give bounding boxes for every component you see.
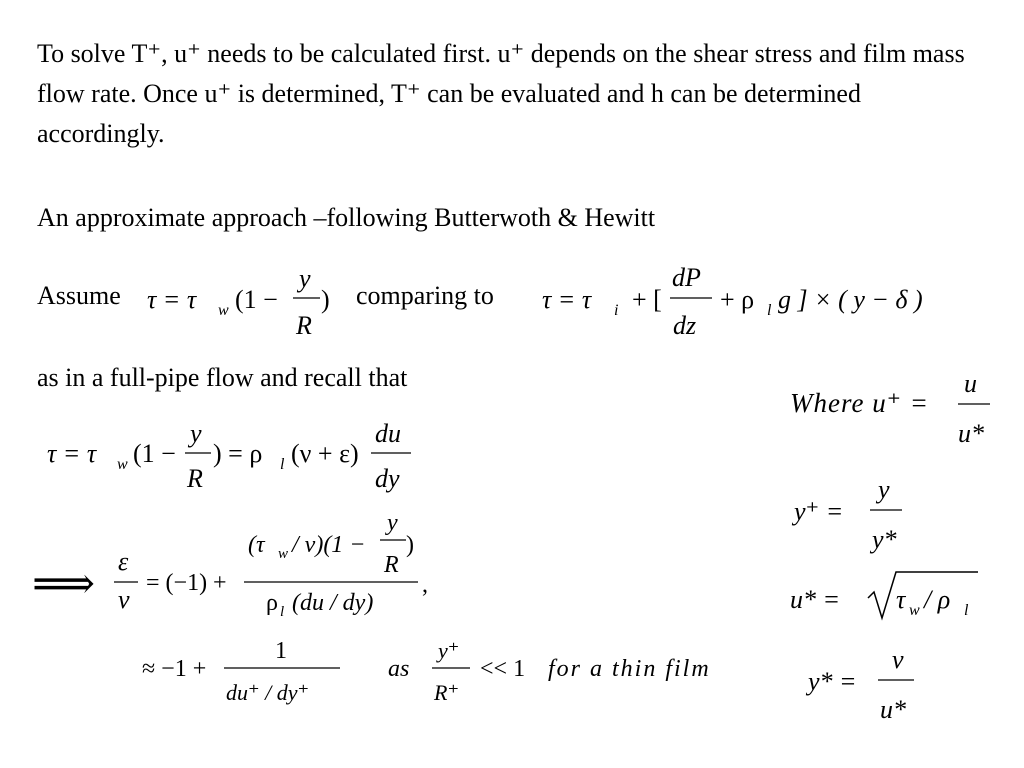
comparing-shear-equation: [540, 258, 960, 348]
svg-text:w: w: [117, 456, 128, 473]
svg-text:τ = τ: τ = τ: [147, 285, 197, 314]
svg-text:for a thin film: for a thin film: [548, 656, 711, 682]
svg-text:): ): [321, 285, 330, 314]
svg-text:i: i: [614, 302, 619, 319]
svg-text:(1 −: (1 −: [235, 285, 278, 314]
svg-text:du: du: [375, 419, 401, 448]
thin-film-approximation: [140, 630, 750, 710]
svg-text:): ): [406, 532, 414, 558]
assumed-shear-equation: [145, 262, 335, 342]
shear-stress-equation: [45, 418, 425, 498]
svg-text:(τ: (τ: [248, 532, 265, 558]
svg-text:y⁺ =: y⁺ =: [794, 497, 844, 526]
y-plus-definition: [792, 470, 922, 560]
y-star-definition: [806, 640, 936, 730]
comparing-label: comparing to: [356, 281, 494, 310]
svg-text:y⁺: y⁺: [438, 638, 460, 663]
svg-text:≈ −1 +: ≈ −1 +: [142, 656, 207, 682]
svg-text:ε: ε: [118, 547, 129, 576]
svg-text:τ = τ: τ = τ: [542, 285, 592, 314]
svg-text:R: R: [384, 552, 399, 578]
svg-text:u*: u*: [958, 419, 984, 448]
svg-text:/ ρ: / ρ: [924, 585, 951, 614]
svg-text:R: R: [187, 464, 203, 493]
svg-text:dy: dy: [375, 464, 400, 493]
svg-text:) = ρ: ) = ρ: [213, 439, 263, 468]
svg-text:(1 −: (1 −: [133, 439, 176, 468]
svg-text:as: as: [388, 656, 410, 682]
svg-text:Where u⁺ =: Where u⁺ =: [790, 388, 929, 418]
svg-text:R: R: [296, 311, 312, 340]
svg-text:1: 1: [275, 638, 287, 664]
svg-text:τ = τ: τ = τ: [47, 439, 97, 468]
svg-text:w: w: [278, 546, 289, 562]
implies-arrow-icon: [30, 560, 100, 610]
svg-text:y: y: [387, 510, 398, 536]
svg-text:g ] × ( y − δ ): g ] × ( y − δ ): [778, 285, 923, 314]
approach-heading: An approximate approach –following Butterwoth & Hewitt: [37, 203, 656, 232]
assume-label: Assume: [37, 281, 121, 310]
svg-text:ν: ν: [892, 645, 904, 674]
svg-text:dz: dz: [673, 311, 697, 340]
full-pipe-label: as in a full-pipe flow and recall that: [37, 363, 408, 392]
svg-text:<< 1: << 1: [480, 656, 526, 682]
svg-text:y*: y*: [872, 525, 897, 554]
svg-text:τ: τ: [896, 585, 906, 614]
svg-text:y: y: [878, 475, 890, 504]
svg-text:/ ν)(1 −: / ν)(1 −: [292, 532, 366, 558]
svg-text:ρ: ρ: [266, 590, 278, 616]
intro-paragraph: To solve T⁺, u⁺ needs to be calculated first. u⁺ depends on the shear stress and film mass flow rate. Once u⁺ is determined, T⁺ can be evaluated and h can be determined accordingly.: [37, 39, 965, 148]
svg-text:,: ,: [422, 572, 428, 598]
eddy-viscosity-equation: [110, 512, 450, 622]
svg-text:w: w: [218, 302, 229, 319]
svg-text:ν: ν: [118, 585, 130, 614]
svg-text:l: l: [964, 602, 969, 619]
svg-text:u*: u*: [880, 695, 906, 724]
svg-text:l: l: [280, 456, 285, 473]
svg-text:u* =: u* =: [790, 585, 841, 614]
u-star-definition: [788, 562, 988, 632]
svg-text:⟹: ⟹: [32, 559, 96, 608]
svg-text:y* =: y* =: [808, 667, 857, 696]
svg-text:y: y: [190, 419, 202, 448]
svg-text:R⁺: R⁺: [434, 680, 460, 705]
svg-text:du⁺ / dy⁺: du⁺ / dy⁺: [226, 680, 310, 705]
svg-text:w: w: [909, 602, 920, 619]
svg-text:+ ρ: + ρ: [720, 285, 755, 314]
svg-text:l: l: [767, 302, 772, 319]
svg-text:(du / dy): (du / dy): [292, 590, 374, 616]
u-plus-definition: [788, 362, 1013, 452]
svg-text:l: l: [280, 604, 285, 620]
svg-text:= (−1) +: = (−1) +: [146, 570, 227, 596]
svg-text:y: y: [299, 264, 311, 293]
svg-text:u: u: [964, 369, 977, 398]
svg-text:(ν + ε): (ν + ε): [291, 439, 359, 468]
svg-text:dP: dP: [672, 263, 701, 292]
svg-text:+ [: + [: [632, 285, 662, 314]
